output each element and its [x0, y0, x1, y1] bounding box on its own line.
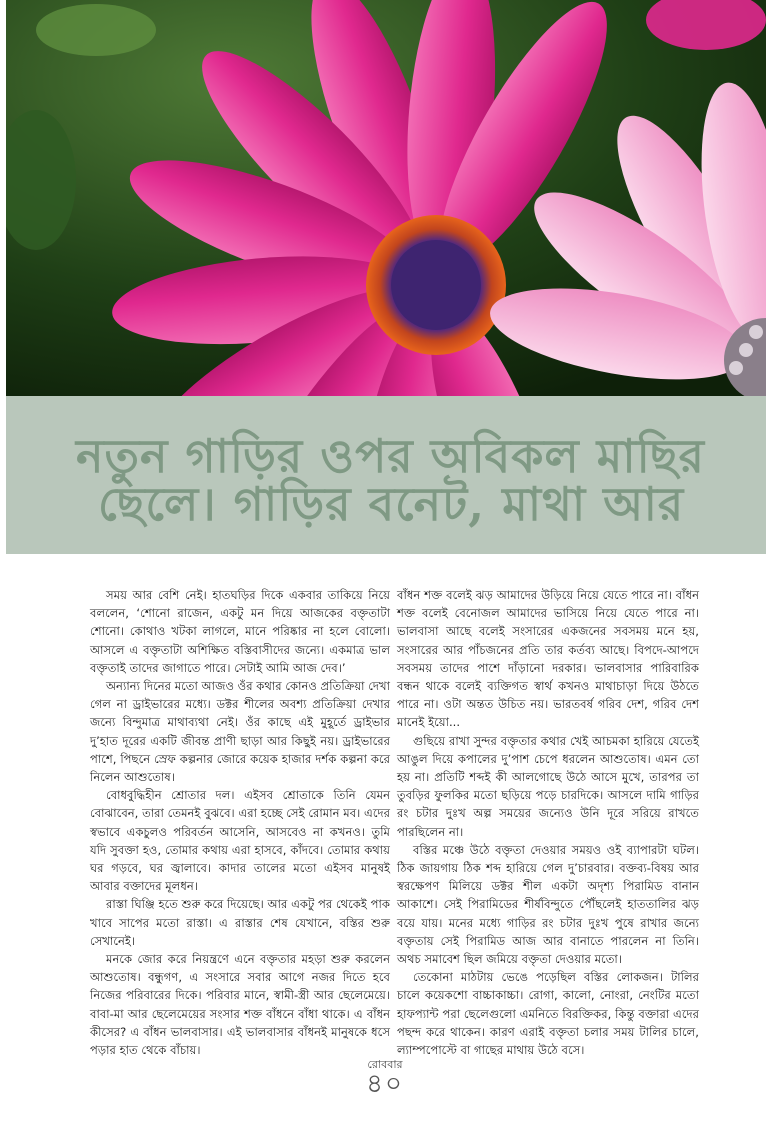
paragraph: অন্যান্য দিনের মতো আজও ওঁর কথার কোনও প্রতিক্রিয়া দেখা গেল না ড্রাইভারের মধ্যে। ডক্টর শীলের অবশ্য প্রতিক্রিয়া দেখার জন্যে বিন্দুমাত্র মাথাব্যথা নেই। ওঁর কাছে এই মুহূর্তে ড্রাইভার দু’হাত দূরের একটি জীবন্ত প্রাণী ছাড়া আর কিছুই নয়। ড্রাইভারের পাশে, পিছনে স্রেফ কল্পনার জোরে কয়েক হাজার দর্শক কল্পনা করে নিলেন আশুতোষ। [90, 679, 390, 785]
paragraph: বোধবুদ্ধিহীন শ্রোতার দল। এইসব শ্রোতাকে তিনি যেমন বোঝাবেন, তারা তেমনই বুঝবে। এরা হচ্ছে সেই রোমান মব। এদের স্বভাবে একচুলও পরিবর্তন আসেনি, আসবেও না কখনও। তুমি যদি সুবক্তা হও, তোমার কথায় এরা হাসবে, কাঁদবে। তোমার কথায় ঘর গড়বে, ঘর জ্বালাবে। কাদার তালের মতো এইসব মানুষই আবার বক্তাদের মূলধন। [90, 788, 390, 894]
page-number: ৪০ [366, 1069, 404, 1099]
paragraph: রাস্তা ঘিঞ্জি হতে শুরু করে দিয়েছে। আর একটু পর থেকেই পাক খাবে সাপের মতো রাস্তা। এ রাস্তার শেষ যেখানে, বস্তির শুরু সেখানেই। [90, 897, 390, 948]
paragraph: সময় আর বেশি নেই। হাতঘড়ির দিকে একবার তাকিয়ে নিয়ে বললেন, ‘শোনো রাজেন, একটু মন দিয়ে আজকের বক্তৃতাটা শোনো। কোথাও খটকা লাগলে, মানে পরিষ্কার না হলে বোলো। আসলে এ বক্তৃতাটা অশিক্ষিত বস্তিবাসীদের জন্যে। একমাত্র ভাল বক্তৃতাই তাদের জাগাতে পারে। সেটাই আমি আজ দেব।’ [90, 588, 390, 675]
left-column [90, 586, 390, 1059]
paragraph: বস্তির মঞ্চে উঠে বক্তৃতা দেওয়ার সময়ও ওই ব্যাপারটা ঘটল। ঠিক জায়গায় ঠিক শব্দ হারিয়ে গেল দু’চারবার। বক্তব্য-বিষয় আর স্বরক্ষেপণ মিলিয়ে ডক্টর শীল একটা অদৃশ্য পিরামিড বানান আকাশে। সেই পিরামিডের শীর্ষবিন্দুতে পৌঁছলেই হাততালির ঝড় বয়ে যায়। মনের মধ্যে গাড়ির রং চটার দুঃখ পুষে রাখার জন্যে বক্তৃতায় সেই পিরামিড আজ আর বানাতে পারলেন না তিনি। অথচ সমাবেশ ছিল জমিয়ে বক্তৃতা দেওয়ার মতো। [397, 842, 699, 967]
headline-line-2: ছেলে। গাড়ির বনেট, মাথা আর [98, 477, 685, 531]
headline-line-1: নতুন গাড়ির ওপর অবিকল মাছির [76, 429, 705, 483]
paragraph: মনকে জোর করে নিয়ন্ত্রণে এনে বক্তৃতার মহড়া শুরু করলেন আশুতোষ। বন্ধুগণ, এ সংসারে সবার আগে নজর দিতে হবে নিজের পরিবারের দিকে। পরিবার মানে, স্বামী-স্ত্রী আর ছেলেমেয়ে। বাবা-মা আর ছেলেমেয়ের সংসার শক্ত বাঁধনে বাঁধা থাকে। এ বাঁধন কীসের? এ বাঁধন ভালবাসার। এই ভালবাসার বাঁধনই মানুষকে ধসে পড়ার হাত থেকে বাঁচায়। [90, 952, 390, 1058]
magazine-name: রোববার [367, 1058, 403, 1071]
right-column [397, 586, 699, 1059]
page-footer [0, 1058, 770, 1097]
headline-band [6, 396, 766, 554]
paragraph: তেকোনা মাঠটায় ভেঙে পড়েছিল বস্তির লোকজন। টালির চালে কয়েকশো বাচ্চাকাচ্চা। রোগা, কালো, নোংরা, নেংটির মতো হাফপ্যান্ট পরা ছেলেগুলো এমনিতে বিরক্তিকর, কিন্তু বক্তারা এদের পছন্দ করে থাকেন। কারণ এরাই বক্তৃতা চলার সময় টালির চালে, ল্যাম্পপোস্টে বা গাছের মাথায় উঠে বসে। [397, 970, 699, 1058]
paragraph: গুছিয়ে রাখা সুন্দর বক্তৃতার কথার খেই আচমকা হারিয়ে যেতেই আঙুল দিয়ে কপালের দু’পাশ চেপে ধরলেন আশুতোষ। এমন তো হয় না। প্রতিটি শব্দই কী আলগোছে উঠে আসে মুখে, তারপর তা তুবড়ির ফুলকির মতো ছড়িয়ে পড়ে চারদিকে। আসলে দামি গাড়ির রং চটার দুঃখ অল্প সময়ের জন্যেও উনি দূরে সরিয়ে রাখতে পারছিলেন না। [397, 733, 699, 839]
flower-illustration [6, 0, 766, 396]
pull-quote-headline [76, 429, 766, 531]
flower-photo [6, 0, 766, 396]
paragraph: বাঁধন শক্ত বলেই ঝড় আমাদের উড়িয়ে নিয়ে যেতে পারে না। বাঁধন শক্ত বলেই বেনোজল আমাদের ভাসিয়ে নিয়ে যেতে পারে না। ভালবাসা আছে বলেই সংসারের একজনের সবসময় মনে হয়, সংসারের আর পাঁচজনের প্রতি তার কর্তব্য আছে। বিপদে-আপদে সবসময় তাদের পাশে দাঁড়ানো দরকার। ভালবাসার পারিবারিক বন্ধন থাকে বলেই ব্যক্তিগত স্বার্থ কখনও মাথাচাড়া দিয়ে উঠতে পারে না। ওটা অন্তত উচিত নয়। ভারতবর্ষ গরিব দেশ, গরিব দেশ মানেই ইয়ো... [397, 588, 699, 730]
